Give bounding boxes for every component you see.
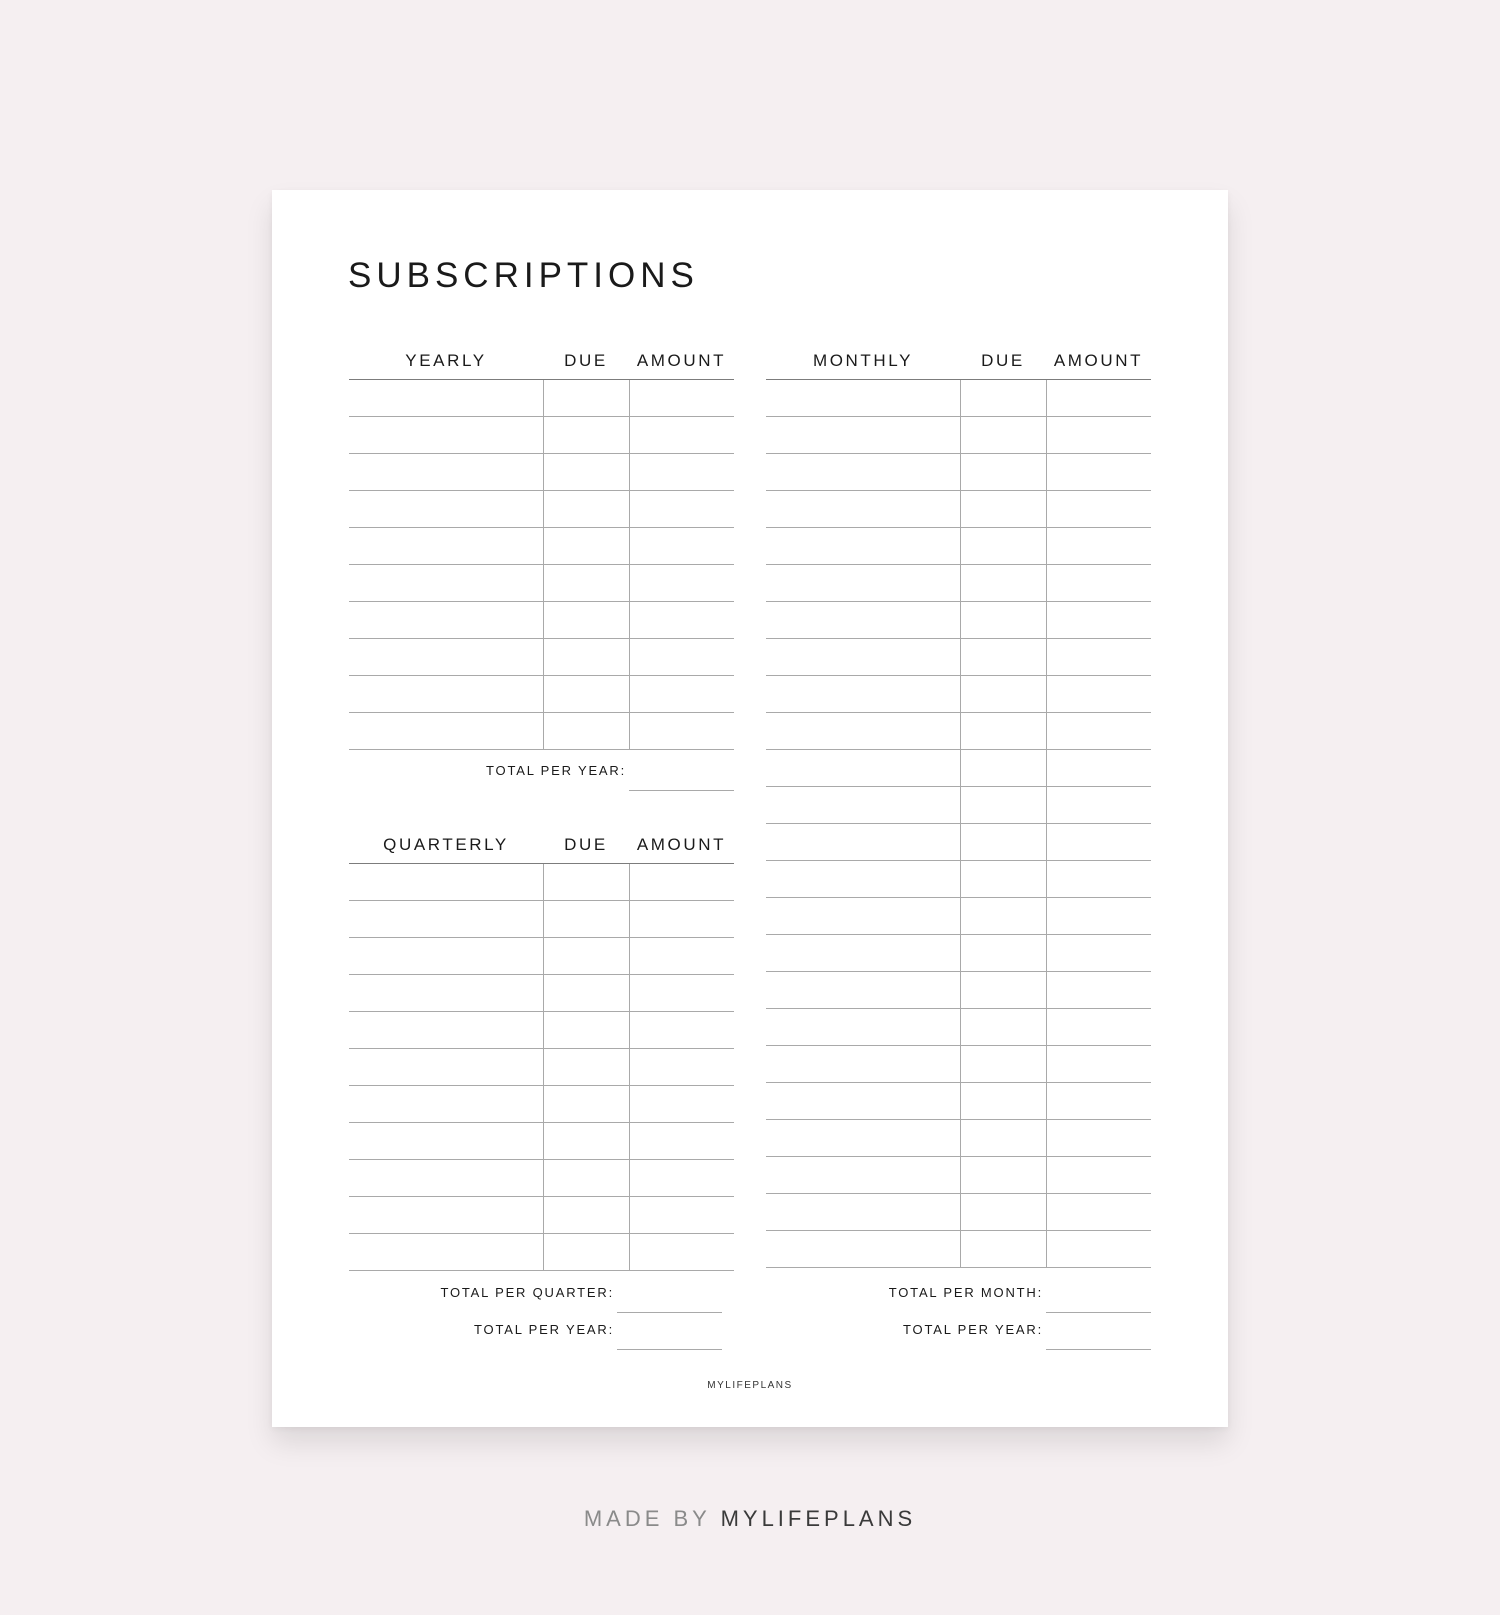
due-cell[interactable] — [960, 1231, 1047, 1267]
made-by-label: MADE BY — [583, 1506, 711, 1531]
yearly-header — [349, 343, 734, 379]
amount-cell[interactable] — [629, 713, 735, 749]
due-cell[interactable] — [960, 898, 1047, 934]
name-cell[interactable] — [766, 750, 960, 786]
table-row — [766, 1231, 1151, 1268]
amount-cell[interactable] — [1046, 824, 1152, 860]
due-cell[interactable] — [543, 901, 630, 937]
due-cell[interactable] — [960, 1046, 1047, 1082]
table-row — [766, 565, 1151, 602]
amount-cell[interactable] — [1046, 935, 1152, 971]
table-row — [349, 639, 734, 676]
column-header-due: DUE — [564, 351, 608, 370]
total-label: TOTAL PER QUARTER: — [440, 1285, 614, 1300]
amount-cell[interactable] — [1046, 676, 1152, 712]
total-per-month — [766, 1276, 1151, 1313]
table-row — [766, 454, 1151, 491]
name-cell[interactable] — [766, 491, 960, 527]
amount-cell[interactable] — [1046, 417, 1152, 453]
amount-cell[interactable] — [629, 1086, 735, 1122]
name-cell[interactable] — [349, 602, 543, 638]
due-cell[interactable] — [960, 935, 1047, 971]
amount-cell[interactable] — [1046, 1194, 1152, 1230]
table-row — [766, 1120, 1151, 1157]
table-row — [349, 975, 734, 1012]
name-cell[interactable] — [766, 528, 960, 564]
table-row — [349, 380, 734, 417]
name-cell[interactable] — [349, 528, 543, 564]
due-cell[interactable] — [543, 1012, 630, 1048]
name-cell[interactable] — [766, 713, 960, 749]
column-header-due: DUE — [981, 351, 1025, 370]
due-cell[interactable] — [543, 1234, 630, 1270]
footer-brand: MYLIFEPLANS — [707, 1380, 793, 1391]
table-row — [349, 864, 734, 901]
due-cell[interactable] — [960, 565, 1047, 601]
table-row — [349, 528, 734, 565]
total-per-quarter — [337, 1276, 722, 1313]
amount-cell[interactable] — [1046, 861, 1152, 897]
name-cell[interactable] — [349, 491, 543, 527]
column-header-amount: AMOUNT — [636, 835, 727, 854]
due-cell[interactable] — [960, 380, 1047, 416]
name-cell[interactable] — [349, 676, 543, 712]
due-cell[interactable] — [960, 528, 1047, 564]
table-row — [766, 787, 1151, 824]
amount-cell[interactable] — [629, 1049, 735, 1085]
due-cell[interactable] — [543, 602, 630, 638]
amount-cell[interactable] — [629, 639, 735, 675]
monthly-header — [766, 343, 1151, 379]
name-cell[interactable] — [766, 861, 960, 897]
amount-cell[interactable] — [1046, 1120, 1152, 1156]
amount-cell[interactable] — [629, 1160, 735, 1196]
table-row — [766, 713, 1151, 750]
table-row — [349, 938, 734, 975]
table-row — [766, 417, 1151, 454]
due-cell[interactable] — [543, 864, 630, 900]
yearly-grid — [349, 379, 734, 750]
amount-cell[interactable] — [1046, 380, 1152, 416]
name-cell[interactable] — [349, 1197, 543, 1233]
table-row — [766, 380, 1151, 417]
due-cell[interactable] — [543, 565, 630, 601]
amount-cell[interactable] — [629, 676, 735, 712]
amount-cell[interactable] — [1046, 972, 1152, 1008]
due-cell[interactable] — [543, 1086, 630, 1122]
due-cell[interactable] — [960, 639, 1047, 675]
name-cell[interactable] — [349, 639, 543, 675]
due-cell[interactable] — [543, 713, 630, 749]
amount-cell[interactable] — [629, 1123, 735, 1159]
amount-cell[interactable] — [629, 417, 735, 453]
amount-cell[interactable] — [629, 454, 735, 490]
name-cell[interactable] — [766, 824, 960, 860]
due-cell[interactable] — [543, 528, 630, 564]
total-label: TOTAL PER YEAR: — [474, 1322, 614, 1337]
name-cell[interactable] — [766, 1120, 960, 1156]
table-row — [349, 565, 734, 602]
table-row — [766, 824, 1151, 861]
amount-cell[interactable] — [629, 975, 735, 1011]
name-cell[interactable] — [349, 938, 543, 974]
name-cell[interactable] — [766, 565, 960, 601]
due-cell[interactable] — [960, 1194, 1047, 1230]
due-cell[interactable] — [960, 602, 1047, 638]
name-cell[interactable] — [766, 1231, 960, 1267]
name-cell[interactable] — [349, 1234, 543, 1270]
name-cell[interactable] — [349, 975, 543, 1011]
amount-cell[interactable] — [629, 380, 735, 416]
due-cell[interactable] — [543, 1049, 630, 1085]
table-row — [349, 1123, 734, 1160]
due-cell[interactable] — [960, 713, 1047, 749]
planner-sheet — [272, 190, 1228, 1427]
table-row — [766, 528, 1151, 565]
due-cell[interactable] — [960, 417, 1047, 453]
name-cell[interactable] — [766, 1009, 960, 1045]
amount-cell[interactable] — [1046, 454, 1152, 490]
due-cell[interactable] — [960, 861, 1047, 897]
due-cell[interactable] — [543, 1123, 630, 1159]
table-row — [766, 676, 1151, 713]
due-cell[interactable] — [543, 1197, 630, 1233]
amount-cell[interactable] — [629, 565, 735, 601]
total-entry-line[interactable] — [629, 790, 734, 791]
table-row — [349, 1234, 734, 1271]
total-entry-line[interactable] — [617, 1349, 722, 1350]
table-row — [766, 861, 1151, 898]
name-cell[interactable] — [349, 901, 543, 937]
amount-cell[interactable] — [629, 1012, 735, 1048]
made-by-brand: MYLIFEPLANS — [720, 1506, 917, 1531]
name-cell[interactable] — [349, 1049, 543, 1085]
column-header-monthly: MONTHLY — [812, 351, 914, 370]
name-cell[interactable] — [349, 565, 543, 601]
total-per-year-quarterly — [337, 1313, 722, 1350]
due-cell[interactable] — [543, 417, 630, 453]
name-cell[interactable] — [766, 417, 960, 453]
due-cell[interactable] — [960, 676, 1047, 712]
total-label: TOTAL PER YEAR: — [903, 1322, 1043, 1337]
table-row — [349, 713, 734, 750]
due-cell[interactable] — [960, 787, 1047, 823]
name-cell[interactable] — [766, 602, 960, 638]
amount-cell[interactable] — [1046, 1046, 1152, 1082]
table-row — [766, 639, 1151, 676]
table-row — [349, 676, 734, 713]
amount-cell[interactable] — [1046, 750, 1152, 786]
name-cell[interactable] — [349, 1160, 543, 1196]
total-per-year-monthly — [766, 1313, 1151, 1350]
column-header-due: DUE — [564, 835, 608, 854]
total-entry-line[interactable] — [1046, 1349, 1151, 1350]
column-header-amount: AMOUNT — [636, 351, 727, 370]
due-cell[interactable] — [543, 454, 630, 490]
due-cell[interactable] — [960, 824, 1047, 860]
table-row — [766, 491, 1151, 528]
column-header-amount: AMOUNT — [1053, 351, 1144, 370]
table-row — [349, 1160, 734, 1197]
table-row — [766, 898, 1151, 935]
amount-cell[interactable] — [1046, 1157, 1152, 1193]
table-row — [766, 1046, 1151, 1083]
amount-cell[interactable] — [1046, 565, 1152, 601]
table-row — [766, 750, 1151, 787]
due-cell[interactable] — [960, 1083, 1047, 1119]
table-row — [766, 1009, 1151, 1046]
table-row — [766, 1083, 1151, 1120]
table-row — [766, 1157, 1151, 1194]
amount-cell[interactable] — [1046, 1083, 1152, 1119]
name-cell[interactable] — [349, 864, 543, 900]
page-title: SUBSCRIPTIONS — [348, 256, 699, 295]
total-per-year-yearly — [349, 754, 734, 791]
amount-cell[interactable] — [1046, 1009, 1152, 1045]
table-row — [349, 602, 734, 639]
due-cell[interactable] — [960, 972, 1047, 1008]
table-row — [766, 972, 1151, 1009]
quarterly-header — [349, 827, 734, 863]
table-row — [349, 454, 734, 491]
monthly-grid — [766, 379, 1151, 1268]
amount-cell[interactable] — [1046, 602, 1152, 638]
due-cell[interactable] — [960, 1120, 1047, 1156]
amount-cell[interactable] — [629, 1197, 735, 1233]
name-cell[interactable] — [349, 1086, 543, 1122]
name-cell[interactable] — [349, 454, 543, 490]
table-row — [349, 417, 734, 454]
amount-cell[interactable] — [629, 864, 735, 900]
table-row — [349, 1086, 734, 1123]
name-cell[interactable] — [349, 713, 543, 749]
name-cell[interactable] — [766, 972, 960, 1008]
name-cell[interactable] — [349, 1012, 543, 1048]
due-cell[interactable] — [960, 750, 1047, 786]
due-cell[interactable] — [543, 380, 630, 416]
due-cell[interactable] — [543, 639, 630, 675]
due-cell[interactable] — [543, 491, 630, 527]
due-cell[interactable] — [960, 1157, 1047, 1193]
due-cell[interactable] — [543, 938, 630, 974]
name-cell[interactable] — [766, 1194, 960, 1230]
table-row — [766, 935, 1151, 972]
quarterly-grid — [349, 863, 734, 1271]
table-row — [766, 602, 1151, 639]
column-header-quarterly: QUARTERLY — [383, 835, 509, 854]
table-row — [349, 1049, 734, 1086]
table-row — [349, 901, 734, 938]
name-cell[interactable] — [766, 1083, 960, 1119]
name-cell[interactable] — [766, 1157, 960, 1193]
amount-cell[interactable] — [629, 1234, 735, 1270]
name-cell[interactable] — [766, 935, 960, 971]
table-row — [349, 491, 734, 528]
amount-cell[interactable] — [1046, 528, 1152, 564]
name-cell[interactable] — [766, 1046, 960, 1082]
due-cell[interactable] — [543, 975, 630, 1011]
name-cell[interactable] — [766, 787, 960, 823]
due-cell[interactable] — [543, 1160, 630, 1196]
total-label: TOTAL PER MONTH: — [888, 1285, 1043, 1300]
amount-cell[interactable] — [1046, 491, 1152, 527]
amount-cell[interactable] — [629, 528, 735, 564]
amount-cell[interactable] — [1046, 713, 1152, 749]
column-header-yearly: YEARLY — [405, 351, 487, 370]
name-cell[interactable] — [766, 898, 960, 934]
name-cell[interactable] — [766, 454, 960, 490]
name-cell[interactable] — [349, 417, 543, 453]
name-cell[interactable] — [766, 639, 960, 675]
due-cell[interactable] — [960, 491, 1047, 527]
name-cell[interactable] — [349, 380, 543, 416]
amount-cell[interactable] — [1046, 787, 1152, 823]
amount-cell[interactable] — [629, 491, 735, 527]
total-label: TOTAL PER YEAR: — [486, 763, 626, 778]
amount-cell[interactable] — [629, 602, 735, 638]
name-cell[interactable] — [766, 380, 960, 416]
table-row — [349, 1012, 734, 1049]
amount-cell[interactable] — [1046, 898, 1152, 934]
table-row — [766, 1194, 1151, 1231]
due-cell[interactable] — [960, 1009, 1047, 1045]
name-cell[interactable] — [349, 1123, 543, 1159]
amount-cell[interactable] — [1046, 639, 1152, 675]
made-by-caption — [0, 1506, 1500, 1532]
due-cell[interactable] — [543, 676, 630, 712]
name-cell[interactable] — [766, 676, 960, 712]
due-cell[interactable] — [960, 454, 1047, 490]
amount-cell[interactable] — [1046, 1231, 1152, 1267]
table-row — [349, 1197, 734, 1234]
amount-cell[interactable] — [629, 901, 735, 937]
amount-cell[interactable] — [629, 938, 735, 974]
